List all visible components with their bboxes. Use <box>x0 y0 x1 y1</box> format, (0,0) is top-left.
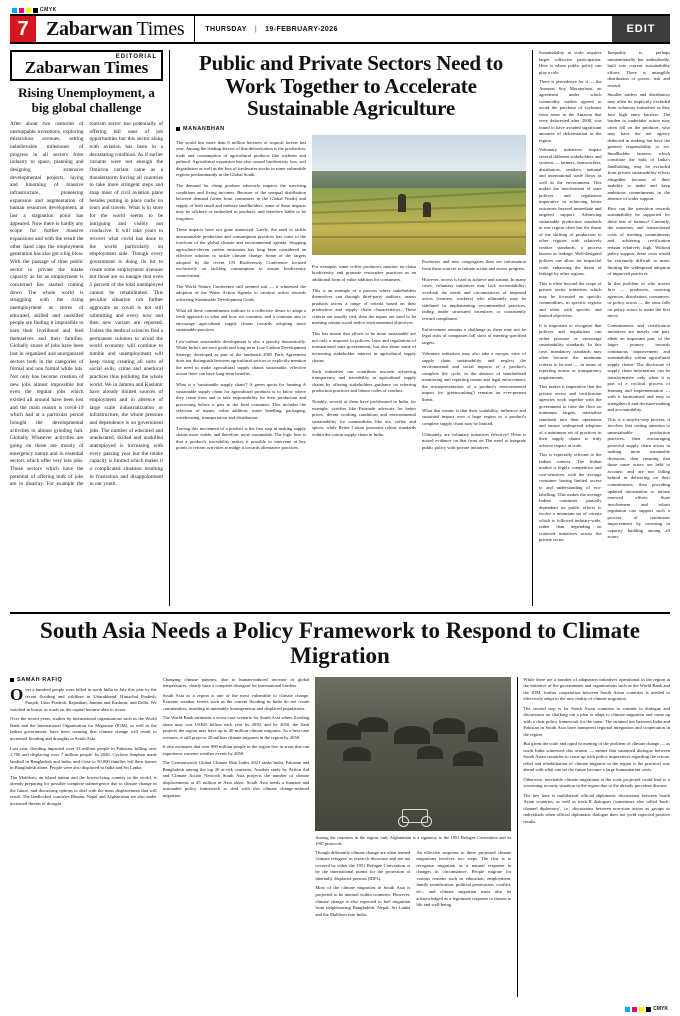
yellow-swatch <box>639 1007 644 1012</box>
lower-byline-name: SAMAH RAFIQ <box>17 676 63 683</box>
feature-paragraph: What all these commitments indicate is a collective desire to adopt a fresh approach to what and how we consume, and a common aim to encourage agricultural supply chains towards adopting more sustainable practices. <box>176 307 306 333</box>
feature-headline: Public and Private Sectors Need to Work Together to Accelerate Sustainable Agriculture <box>198 51 504 121</box>
feature-paragraph: The world lost more than 6 million hectares of tropical forests last year. Among the leading drivers of this deforestation is the production, trade and consumption of agricultural products like soybean and palmoil. Agricultural expansion has also caused biodiversity loss, soil degradation as well as the loss of freshwater stocks in some vulnerable regions predominantly in the Global South. <box>176 139 306 178</box>
lower-column-2 <box>163 677 310 997</box>
black-swatch <box>33 8 38 13</box>
paper-title <box>36 16 194 42</box>
lower-headline: South Asia Needs a Policy Framework to Respond to Climate Migration <box>40 618 640 669</box>
feature-paragraph: Commitments and certification initiatives are merely one part, albeit an important part, of the larger journey towards continuous improvement and sustainability within agricultural supply chains. The disclosure of supply chain information can be transformative only when it is part of a cyclical process of learning and implementation — with it harmonised and easy to strengthen it and decision-making and accountability. <box>607 322 670 413</box>
feature-byline <box>176 126 526 132</box>
lower-section <box>10 677 670 997</box>
lower-column-4 <box>517 677 670 997</box>
feature-paragraph: For example, some coffee producers monitor no-claim biodiversity and promote restorative practices as an additional form of value addition for consumers. <box>312 263 416 282</box>
feature-paragraph: This is a step-by-step process, it involves first cutting attention to unsustainable production practices, then encouraging powerful supply chain actors in making more sustainable decisions; then ensuring that those same actors are held to account; and are not falling behind in delivering on their commitments; then providing updated information to inform renewed efforts. State involvement and robust regulation can support such a process of continuous improvement by investing in capacity building among all actors. <box>607 416 670 540</box>
editorial-paragraph: After about two centuries of unstoppable inventions, exploring miraculous avenues, setting unbelievable milestones of progress in all sectors from industry to space, planning and designing extensive developmental projects, laying and blooming of massive infrastructure, pioneering expansion and augmentation of human resources development, at last a stagnation point has appeared. Now there is hardly any scope for further massive expansions and with the result the other hand caps the employment generation has also got a big blow. With the passage of time public sector to private the intake capacity as far as employment is concerned has started coming down The whole world is struggling with the rising unemployment as stores of educated, skilled and unskilled people are finding it impossible to earn their livelihood and feed themselves and their families. Globally stores of jobs have been lost in organized and unorganized sectors both in the categories of formal and non formal while lots. Not only has become creation of new jobs almost impossible but even the regular jobs which existed all around have been lost and the main reason is covid-19 which had at a particular period brought the developmental activities to almost grinding halt. Globally Whatever activities are going on those are mostly of emergency nature and in essential sectors which offer very less jobs. Those sectors which have the potential of offering bulk of jobs are in disarray. For example the tourism sector has potentially of offering bill ones of job opportunities but this sector along with aviation has been in a devastating condition. As if earlier variants were not enough the Omicron variant came as a thunderstorm forcing all countries to take more stringent steps and snap most of civil aviation plans besides putting in place curbs on tours and travels. What is in store for the world seems to be intriguing and visibly not conducive. It will take years to recover what covid has done to the world particularly on employment side. Though every government is doing its bit to create some employment avenues but those are so meagre that even 5 percent of the total unemployed cannot be rehabilitated. This peculiar situation can further aggravate as covid is not still submitting and every now and then new variant are reported. Unless the medical sciences find a permanent solution to avoid the world economy will continue to tumble and unemployment will keep rising creating all sorts of social evils, crime and unethical practices thus polluting the whole world. We in Jammu and Kashmir have already limited sources of employment and in absence of large scale industrialization or infrastructure, the whole pressure and dependence is on government jobs. The number of educated and uneducated, skilled and unskilled unemployed is increasing with every passing year but the intake capacity is limited which makes it a complicated situation resulting in frustration and disappointment in our youth. <box>10 120 163 488</box>
feature-right-column <box>532 50 670 606</box>
lower-column-1 <box>10 677 157 997</box>
paper-title-light: Times <box>136 17 185 40</box>
lower-paragraph: Otherwise, inevitable climate migrations at the scale projected could lead to a worsening security situation in the region due to the already prevalent distrust. <box>523 776 671 789</box>
paper-title-bold: Zabarwan <box>46 17 133 40</box>
feature-column <box>170 50 532 606</box>
lower-photo-column <box>315 677 511 997</box>
feature-paragraph: What is a 'sustainable supply chain'? A green quota for farming A sustainable supply chain for agricultural products is to know where they come from and to take responsibility for their production and processing before it gets to the final consumer. This includes the selection of inputs, value addition, water handling, packaging, warehousing, transportation and distribution. <box>176 382 306 420</box>
lower-paragraph: Last year, flooding impacted over 33 million people in Pakistan, killing over 1,700 and displacing over 7 million people. In 2020, Cyclone Amphan made landfall in Bangladesh and India, and close to 50,000 families left their homes in Bangladesh alone. People were also displaced in India and Sri Lanka. <box>10 745 157 771</box>
feature-paragraph: Voluntary initiatives impact several different stakeholders and systems — farmers, farmworkers, distributors, retailers, national and international trade flows as well as the environment. This makes the involvement of state policies and regulations imperative in achieving better outcomes beyond immediate and targeted support. Advancing sustainable production standards in one region often has the threat of the shifting of production to other regions with relatively weaker standards, a process known as leakage. Well-designed policies can allow for impactful scale, enhancing the threat of leakage by other regions. <box>539 147 602 277</box>
feature-paragraph: The World Nature Conference still seemed suit — it witnessed the adoption of the Water Action Agenda to catalyse action towards achieving Sustainable Development Goals. <box>176 283 306 302</box>
photo-farmer <box>398 194 406 212</box>
lower-paragraph: Most of the climate migration in South Asia is projected to be internal within countries. However, climate change is also expected to fuel migration from neighbouring Bangladesh, Nepal, Sri Lanka and the Maldives into India. <box>315 885 411 917</box>
cmyk-label: CMYK <box>40 7 57 13</box>
feature-photo <box>312 135 526 255</box>
feature-paragraph: Producers and new congregates then see information from these sources to initiate action and assess progress. <box>422 259 526 271</box>
editorial-banner <box>10 50 163 81</box>
feature-paragraph: Enforcement remains a challenge as there may not be legal risks of companies fall short of meeting specified targets. <box>422 326 526 345</box>
lower-paragraph: Over the recent years, studies by international organisations such as the World Bank and the International Organisation for Migration (IOM), as well as the Indian government, have been warning that climate change will result in increased flooding and droughts in South Asia. <box>10 716 157 741</box>
feature-paragraph: Voluntary initiatives may also take a myopic view of supply chain sustainability and neglect the environmental and social impacts of a product's complete life cycle, in the absence of standardised monitoring and reporting norms and legal enforcement, the misrepresentation of a product's environmental impact (or 'greenwashing') remains an ever-present threat. <box>422 350 526 402</box>
upper-section <box>10 50 670 606</box>
masthead <box>10 14 670 44</box>
feature-photo-block <box>312 135 526 457</box>
feature-paragraph: There is precedence for it — the Amazon Soy Moratorium, an agreement under which commodity traders agreed to avoid the purchase of soybeans from areas in the Amazon that were deforested after 2008, was found to have avoided significant amounts of deforestation in the region. <box>539 79 602 143</box>
lower-paragraph: Changing climate patterns, due to human-induced increase in global temperatures, clearly have a complete disregard for international borders. <box>162 676 310 689</box>
editorial-body <box>10 121 163 491</box>
registration-marks-top <box>12 6 670 14</box>
editorial-kicker: EDITORIAL <box>115 54 157 60</box>
feature-paragraph: In this problem of who moves first — producers, sourcing agencies, distributors, consumers, or policy actors — the onus falls on policy actors to make the first move. <box>607 280 670 319</box>
section-divider <box>10 612 670 614</box>
magenta-swatch <box>19 8 24 13</box>
feature-paragraph: Inequality is, perhaps unintentionally but undoubtedly, built into current sustainability efforts. There is intangible distribution of power, risk and reward. <box>607 50 670 88</box>
issue-day: THURSDAY <box>205 25 247 33</box>
feature-paragraph: This is an example of a process where stakeholders themselves can through third-party auditors, assess products across a range of criteria based on their production and supply chain characteristics. These criteria are usually tied, then the inputs are used to be meeting certain social and/or environmental objectives. <box>312 287 416 326</box>
feature-paragraph: How can the transition towards sustainability be supported for these sets of farmers? Currently, the monetary and transactional costs of meeting commitments and achieving certification remain relatively high. Without policy support, these costs would be extremely difficult to meet, limiting the widespread adoption of improved practices. <box>607 205 670 277</box>
issue-date: 19-FEBRUARY-2026 <box>265 25 338 33</box>
lower-paragraph: An effective response to these projected climate migrations involves two steps. The first is to recognise migration as a natural response to changes in circumstance. People migrate for various reasons such as education, employment, family reunification, political persecution, conflict, etc., and climate migration must also be acknowledged as a legitimate response to threats to life and well-being. <box>416 849 512 908</box>
feature-paragraph: Tracing this movement of a product is the first step in making supply chains more viable, and therefore, more sustainable. The logic here is that a product's traceability makes it possible to intervene at key points to reform activities at midge it towards alternative practices. <box>176 425 306 451</box>
crowd-photo <box>315 677 511 831</box>
lower-paragraph: The key here is multilateral official diplomatic discussions between South Asian countries, as well as track-II dialogues (sometimes also called 'back-channel diplomacy', i.e., discussions between non-state actors as groups or individuals when official diplomatic dialogue does not yield expected positive results. <box>523 792 671 824</box>
lower-paragraph: South Asia as a region is one of the most vulnerable to climate change. Extreme weather events such as the current flooding in India do not create communities, resulting in untenably homogeneous and displaced populations. <box>162 692 310 711</box>
page-number: 7 <box>10 16 36 42</box>
lower-paragraph: Though differently climate change are often termed 'climate refugees' in research discourse and are not covered by either the 1951 Refugee Convention or by the international norms for the protection of internally displaced persons (IDPs). <box>315 849 411 881</box>
feature-paragraph: However, access is hard to achieve and sustain. In many cases, voluntary initiatives may lack accountability; overlook the needs and circumstances of impound actors (farmers, workers) who ultimately may be sidelined in implementing recommended practices, fading inside structured incentives or consistently reward compliance. <box>422 276 526 321</box>
cyan-swatch <box>625 1007 630 1012</box>
registration-marks-bottom <box>625 1006 668 1012</box>
feature-paragraph: This makes it imperative that the private sector and certification agencies work together with the government to raise the floor on minimum targets, internalise standards into their operations and ensure widespread adoption of a minimum set of practices in their supply chains to truly achieve impact at scale. <box>539 384 602 448</box>
yellow-swatch <box>26 8 31 13</box>
lower-paragraph: The second step is for South Asian countries to commit to dialogue and discussions on chalking out a plan to adapt to climate migration and come up with a clear policy framework for the same. The strained ties between India and Pakistan in South Asia have hampered regional integration and cooperation in the region. <box>523 705 671 737</box>
lower-paragraph: While there are a number of adaptation initiatives operational in the region at the initiative of the governments and organisations such as the World Bank and the IOM, further cooperation between South Asian countries is needed to effectively adapt to the new reality of climate migration. <box>523 676 671 702</box>
editorial-banner-title: Zabarwan Times <box>24 58 149 77</box>
lower-paragraph: It also estimates that over 800 million people in the region live in areas that can experience extreme weather events by 2050. <box>162 744 310 756</box>
issue-date-bar <box>194 16 612 42</box>
editorial-headline: Rising Unemployment, a big global challenge <box>18 85 155 115</box>
feature-lead-column <box>176 135 306 457</box>
lower-paragraph: The Maldives, an island nation and the lowest-lying country in the world, is already preparing for possible complete submergence due to climate change in the future, and discussing options to deal with the mass displacement that will result. The landlocked countries Bhutan, Nepal and Afghanistan are also under increased threats of drought. <box>10 774 157 806</box>
feature-paragraph: What that means is that their scalability, influence and sustained impact over a large region or a product's complete supply chain may be limited. <box>422 407 526 426</box>
lower-paragraph: But given the scale and rapid worsening of the problem of climate change — as north India witnessed this season — means that sustained dialogue between South Asian countries to come up with policy imperatives regarding the rescue, relief and rehabilitation of climate migrants in the region is the practical way ahead with what can set the future become a large humanitarian crisis. <box>523 741 671 773</box>
feature-paragraph: Low-carbon sustainable development is also a priority domestically. While India's net-zero goals and long-term Low-Carbon Development Strategy developed as part of the landmark 2005 Paris Agreement does not distinguish between agricultural sectors or explicitly mention the need to make agricultural supply chains sustainable, effective action there can have long-term benefits. <box>176 338 306 377</box>
feature-paragraph: Smaller traders and distributors may often be implicitly excluded from voluntary initiatives as they face high entry barriers. The burden to undertake action may often fall on the producer, who may have the net agency deducted in making but have the greatest responsibility to act. Smallholder farmers, which constitute the bulk of India's landholding, may be excluded from private sustainability efforts altogether because of their inability to make and keep ambitious commitments in the absence of wider support. <box>607 92 670 202</box>
feature-byline-name: MANANBHAN <box>183 126 225 133</box>
feature-paragraph: Such initiatives can contribute towards achieving transparency and traceability in agricultural supply chains by offering stakeholders guidance on referring production practices and labour codes of conduct. <box>312 368 416 394</box>
section-label: EDIT <box>612 16 670 42</box>
feature-paragraph: These impacts have not gone unnoticed. Lately, the need to tackle unsustainable production and consumption practices has come to the forefront of the global climate and environmental agenda. Stopping agriculture-driven carbon emissions has long been considered an effective solution to tackle climate change. Some of the targets adopted by the recent UN Biodiversity Conference focused exclusively on tackling consumption to ensure biodiversity conservation. <box>176 226 306 278</box>
lower-photo-undercolumns <box>315 850 511 918</box>
lower-byline <box>10 677 157 685</box>
lower-paragraph: The World Bank estimates a worst-case scenario for South Asia where flooding alone may cost US$25 billion each year by 2030, and by 2050, the flash projects the region may have up to 40 million climate migrants. As a best-case scenario, it still projects 20 million climate migrants in the region by 2050. <box>162 715 310 740</box>
date-separator: | <box>254 25 258 33</box>
bullet-icon <box>10 678 14 682</box>
cmyk-label-bottom: CMYK <box>653 1006 668 1012</box>
feature-paragraph: This is often beyond the scope of private sector initiatives which may be focussed on specific commodities, in specific regions and often with specific and limited objectives. <box>539 280 602 319</box>
bullet-icon <box>176 127 180 131</box>
magenta-swatch <box>632 1007 637 1012</box>
feature-paragraph: Notably, several of them have proliferated in India, for example, certifies like Fairtrade advocate for better prices, decent working conditions and environmental sustainability for commodities like tea, coffee and spices, while Better Cotton promotes robust standards within the cotton supply chain in India. <box>312 399 416 437</box>
lower-paragraph: The Germanwatch Global Climate Risk Index 2021 ranks India, Pakistan and Bangladesh among the top 20 at-risk countries. Another study by Action Aid and Climate Action Network South Asia projects the number of climate displacements at 45 million in Asia alone. South Asia needs a humane and actionable policy framework to deal with this climate change-induced migration. <box>162 760 310 798</box>
editorial-column <box>10 50 170 606</box>
black-swatch <box>646 1007 651 1012</box>
cyan-swatch <box>12 8 17 13</box>
feature-paragraph: This is especially relevant to the Indian context. The Indian market is highly competitive and cost-sensitive, with the average consumer having limited access to and understanding of eco-labelling. This makes the average Indian consumer partially dependent on public efforts to evolve a minimum set of criteria which is followed industry-wide, rather than depending on scattered initiatives across the private sector. <box>539 452 602 543</box>
lower-paragraph: Over a hundred people were killed in north India in July this year by the recent flooding and wildfires in Uttarakhand, Himachal Pradesh, Punjab, Uttar Pradesh, Rajasthan, Jammu and Kashmir, and Delhi. We watched in horror as roads on the capital became akin to rivers. <box>10 685 157 712</box>
feature-paragraph: Ultimately, are voluntary initiatives effective? There is mixed evidence on that front on The need to integrate public policy with private initiatives <box>422 431 526 450</box>
feature-paragraph: This has meant that efforts to be more sustainable are not only a response to policies, laws and regulations of transnational state governments, but also about some of increasing stakeholder interest in agricultural supply chains. <box>312 331 416 363</box>
feature-paragraph: It is important to recognise that policies and regulations can either promote or encourage sustainability standards. In this case, mandatory standards may often become the minimum criteria to be met — in terms of reporting norms or transparency requirements. <box>539 322 602 380</box>
feature-photo-undercolumns <box>312 259 526 451</box>
photo-farmer <box>423 202 431 217</box>
photo-caption: Among the countries in the region, only Afghanistan is a signatory to the 1951 Refugee Convention and its 1967 protocols. <box>315 834 512 846</box>
feature-paragraph: Sustainability at scale requires larger collective participation. Here is where public policy can play a role. <box>539 50 602 75</box>
feature-paragraph: The demand for cheap produce adversely impacts the surviving conditions and living incomes. Because of the unequal distribution between demand (often from consumers in the Global North) and supply of both small and midsize smallholders, some of these impacts may be offshore or embodied in products, and therefore liable to be forgotten. <box>176 183 306 221</box>
photo-field <box>312 188 526 255</box>
